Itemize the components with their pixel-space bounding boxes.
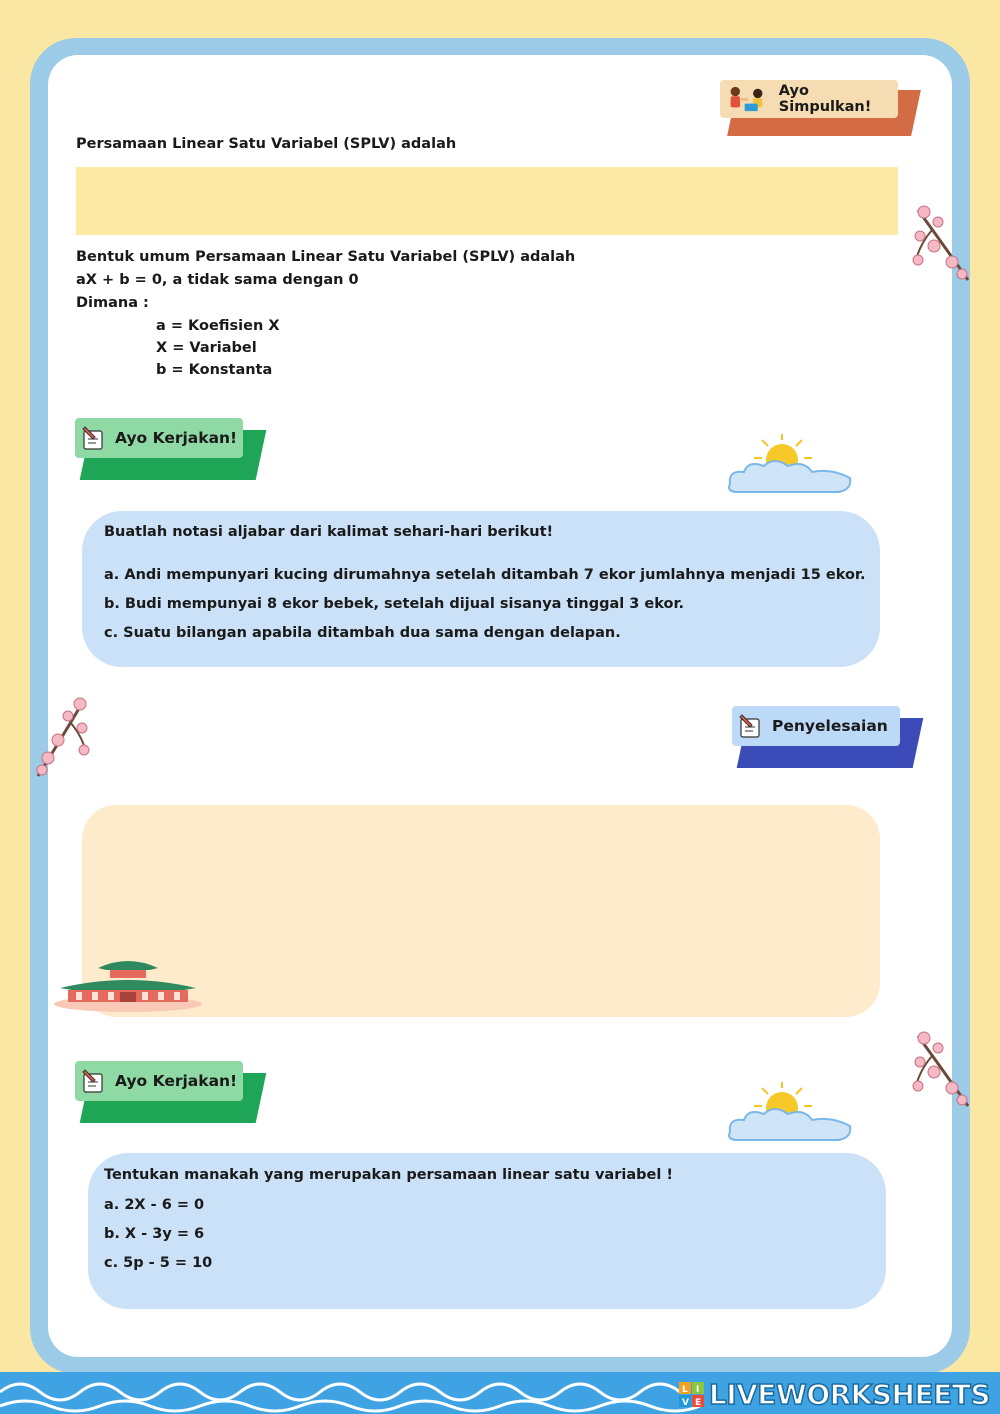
task1-item: a. Andi mempunyari kucing dirumahnya setelah ditambah 7 ekor jumlahnya menjadi 15 ekor. [104,567,866,583]
logo-letter: L [681,1384,688,1395]
sun-cloud-icon [720,1080,854,1148]
people-icon [726,84,771,114]
logo-letter: V [681,1397,689,1408]
badge-simpulkan-label: Ayo Simpulkan! [778,83,872,115]
badge-kerjakan-2-label: Ayo Kerjakan! [115,1072,238,1090]
definition-answer-field[interactable] [76,167,898,235]
logo-letter: E [694,1397,701,1408]
definition-prompt: Persamaan Linear Satu Variabel (SPLV) adalah [76,136,457,152]
badge-simpulkan [720,80,920,138]
pencil-paper-icon [81,425,107,451]
badge-kerjakan-2 [75,1061,265,1125]
task2-instruction: Tentukan manakah yang merupakan persamaan linear satu variabel ! [104,1167,673,1183]
badge-penyelesaian [732,706,922,770]
pencil-paper-icon [81,1068,107,1094]
liveworksheets-logo-icon [679,1382,705,1408]
general-form-line1: Bentuk umum Persamaan Linear Satu Variabel (SPLV) adalah [76,249,576,265]
task1-instruction: Buatlah notasi aljabar dari kalimat sehari-hari berikut! [104,524,554,540]
cherry-blossom-icon [34,694,92,780]
logo-letter: I [695,1384,699,1395]
pagoda-icon [52,956,204,1014]
task2-item: a. 2X - 6 = 0 [104,1197,205,1213]
general-form-item: X = Variabel [156,340,257,356]
general-form-line2: aX + b = 0, a tidak sama dengan 0 [76,272,359,288]
cherry-blossom-icon [910,1026,972,1112]
general-form-item: b = Konstanta [156,362,273,378]
liveworksheets-brand: LIVEWORKSHEETS [708,1378,990,1411]
general-form-line3: Dimana : [76,295,149,311]
task2-item: b. X - 3y = 6 [104,1226,205,1242]
badge-penyelesaian-label: Penyelesaian [772,717,888,735]
badge-kerjakan-1-label: Ayo Kerjakan! [115,429,238,447]
task1-item: c. Suatu bilangan apabila ditambah dua sama dengan delapan. [104,625,621,641]
liveworksheets-logo [679,1378,990,1411]
general-form-item: a = Koefisien X [156,318,280,334]
badge-kerjakan-1 [75,418,265,482]
task1-item: b. Budi mempunyai 8 ekor bebek, setelah dijual sisanya tinggal 3 ekor. [104,596,685,612]
task2-item: c. 5p - 5 = 10 [104,1255,213,1271]
sun-cloud-icon [720,432,854,500]
cherry-blossom-icon [910,200,972,286]
pencil-paper-icon [738,713,764,739]
